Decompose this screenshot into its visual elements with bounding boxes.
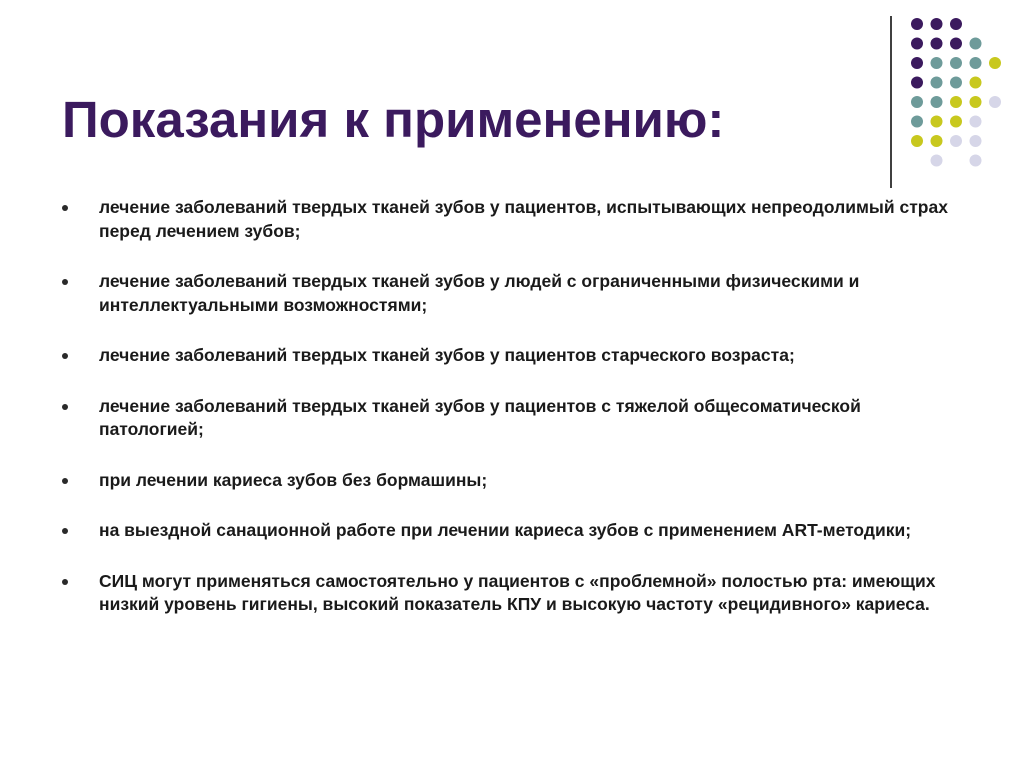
decor-dot [970, 116, 982, 128]
decor-dot [931, 155, 943, 167]
decor-dot [950, 116, 962, 128]
bullet-item [62, 570, 962, 617]
decor-dot [970, 57, 982, 69]
bullet-item [62, 270, 962, 317]
decor-dot [911, 116, 923, 128]
decor-dot [931, 38, 943, 50]
decor-dot [970, 135, 982, 147]
decor-dot [970, 77, 982, 89]
bullet-dot-icon [62, 353, 68, 359]
divider-line [890, 16, 892, 188]
bullet-text: лечение заболеваний твердых тканей зубов у пациентов, испытывающих непреодолимый страх перед лечением зубов; [99, 197, 948, 241]
decor-dot [931, 116, 943, 128]
decor-dot [911, 96, 923, 108]
bullet-text: на выездной санационной работе при лечении кариеса зубов с применением ART-методики; [99, 520, 912, 540]
decor-dot [950, 18, 962, 30]
decor-dot [931, 57, 943, 69]
decor-dot [931, 135, 943, 147]
bullet-item [62, 469, 962, 493]
decor-dot [911, 135, 923, 147]
bullet-dot-icon [62, 205, 68, 211]
decor-dot [950, 77, 962, 89]
slide-title: Показания к применению: [62, 91, 725, 148]
decor-dot [911, 77, 923, 89]
decor-dot [970, 38, 982, 50]
bullet-text: СИЦ могут применяться самостоятельно у пациентов с «проблемной» полостью рта: имеющих низкий уровень гигиены, высокий показатель КПУ и высокую частоту «рецидивного» кариеса. [99, 570, 936, 614]
bullet-list [62, 196, 962, 644]
decor-dot [911, 18, 923, 30]
bullet-text: лечение заболеваний твердых тканей зубов у пациентов старческого возраста; [99, 345, 795, 365]
decor-dot [989, 57, 1001, 69]
decor-dot [989, 96, 1001, 108]
bullet-dot-icon [62, 279, 68, 285]
decor-dot [950, 135, 962, 147]
bullet-text: лечение заболеваний твердых тканей зубов у людей с ограниченными физическими и интеллектуальными возможностями; [99, 271, 860, 315]
decor-dot [931, 77, 943, 89]
bullet-item [62, 196, 962, 243]
bullet-text: при лечении кариеса зубов без бормашины; [99, 469, 488, 490]
bullet-dot-icon [62, 579, 68, 585]
decor-dot [970, 155, 982, 167]
decor-dot [970, 96, 982, 108]
decor-dot [911, 38, 923, 50]
bullet-item [62, 519, 962, 543]
bullet-item [62, 395, 962, 442]
bullet-dot-icon [62, 528, 68, 534]
decor-dot [950, 38, 962, 50]
bullet-dot-icon [62, 478, 68, 484]
decor-dot [931, 96, 943, 108]
bullet-text: лечение заболеваний твердых тканей зубов у пациентов с тяжелой общесоматической патологией; [99, 395, 861, 439]
bullet-dot-icon [62, 404, 68, 410]
bullet-item [62, 344, 962, 368]
decor-dot [950, 57, 962, 69]
decor-dot [931, 18, 943, 30]
decor-dot [950, 96, 962, 108]
decor-dot [911, 57, 923, 69]
